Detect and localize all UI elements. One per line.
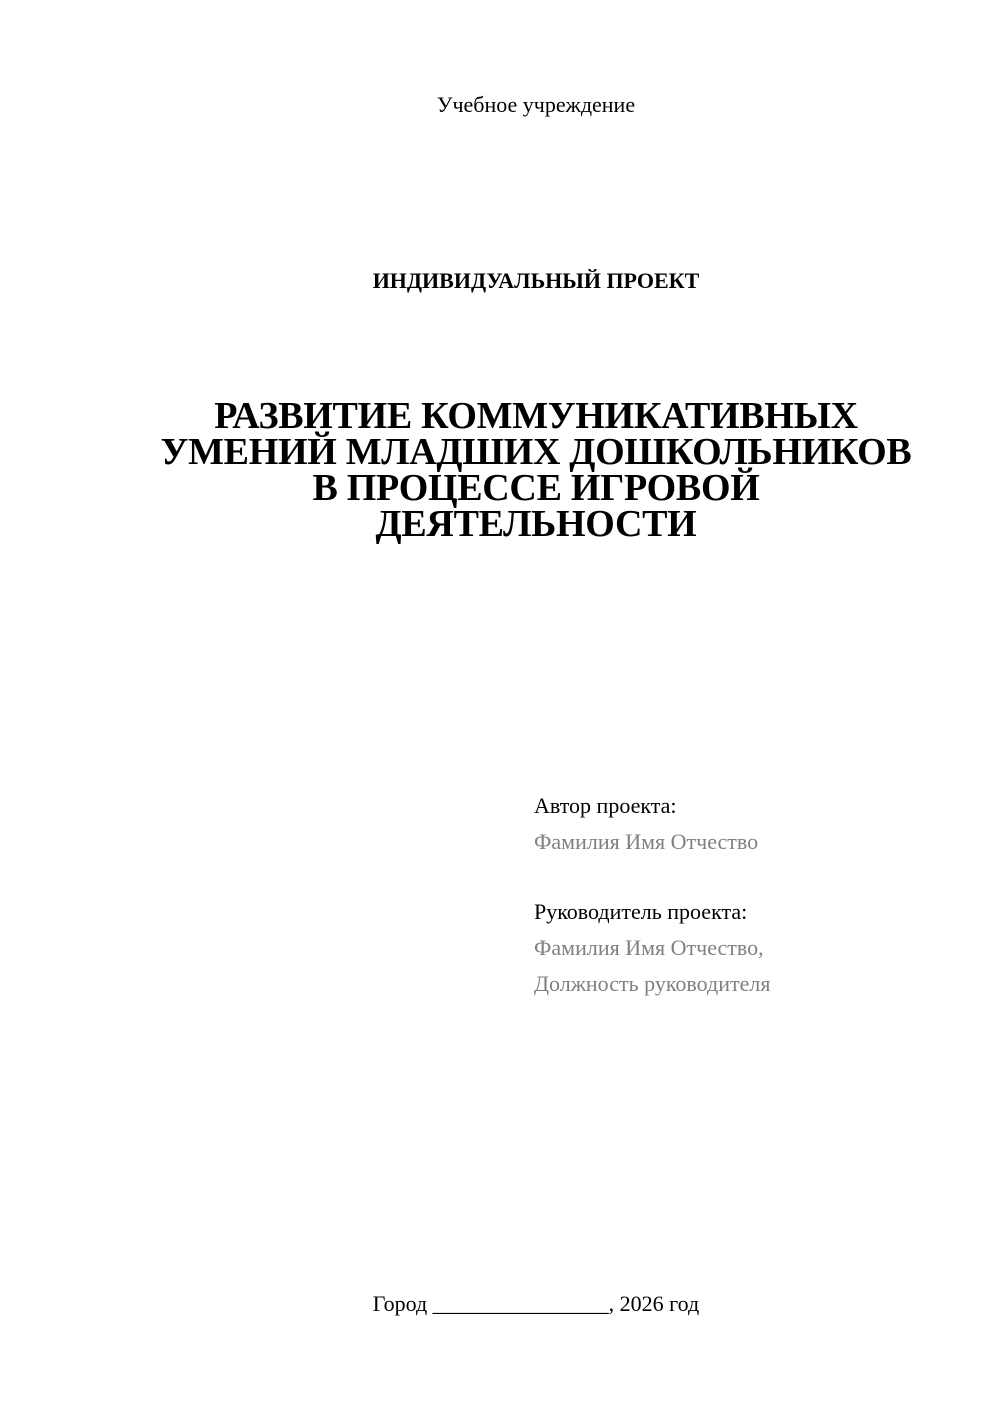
document-type: ИНДИВИДУАЛЬНЫЙ ПРОЕКТ	[372, 268, 700, 293]
title-line: УМЕНИЙ МЛАДШИХ ДОШКОЛЬНИКОВ	[160, 431, 912, 473]
title-line: РАЗВИТИЕ КОММУНИКАТИВНЫХ	[214, 395, 858, 437]
credits-block	[534, 788, 974, 1002]
supervisor-name: Фамилия Имя Отчество,	[534, 935, 764, 960]
title-line: ДЕЯТЕЛЬНОСТИ	[375, 503, 697, 545]
city-year-line: Город ________________, 2026 год	[372, 1291, 700, 1316]
institution-name: Учебное учреждение	[436, 92, 636, 117]
spacer	[534, 860, 974, 894]
author-name: Фамилия Имя Отчество	[534, 829, 759, 854]
author-label: Автор проекта:	[534, 793, 677, 818]
supervisor-position: Должность руководителя	[534, 971, 771, 996]
project-title	[120, 395, 952, 545]
title-line: В ПРОЦЕССЕ ИГРОВОЙ	[312, 467, 760, 509]
supervisor-label: Руководитель проекта:	[534, 899, 748, 924]
